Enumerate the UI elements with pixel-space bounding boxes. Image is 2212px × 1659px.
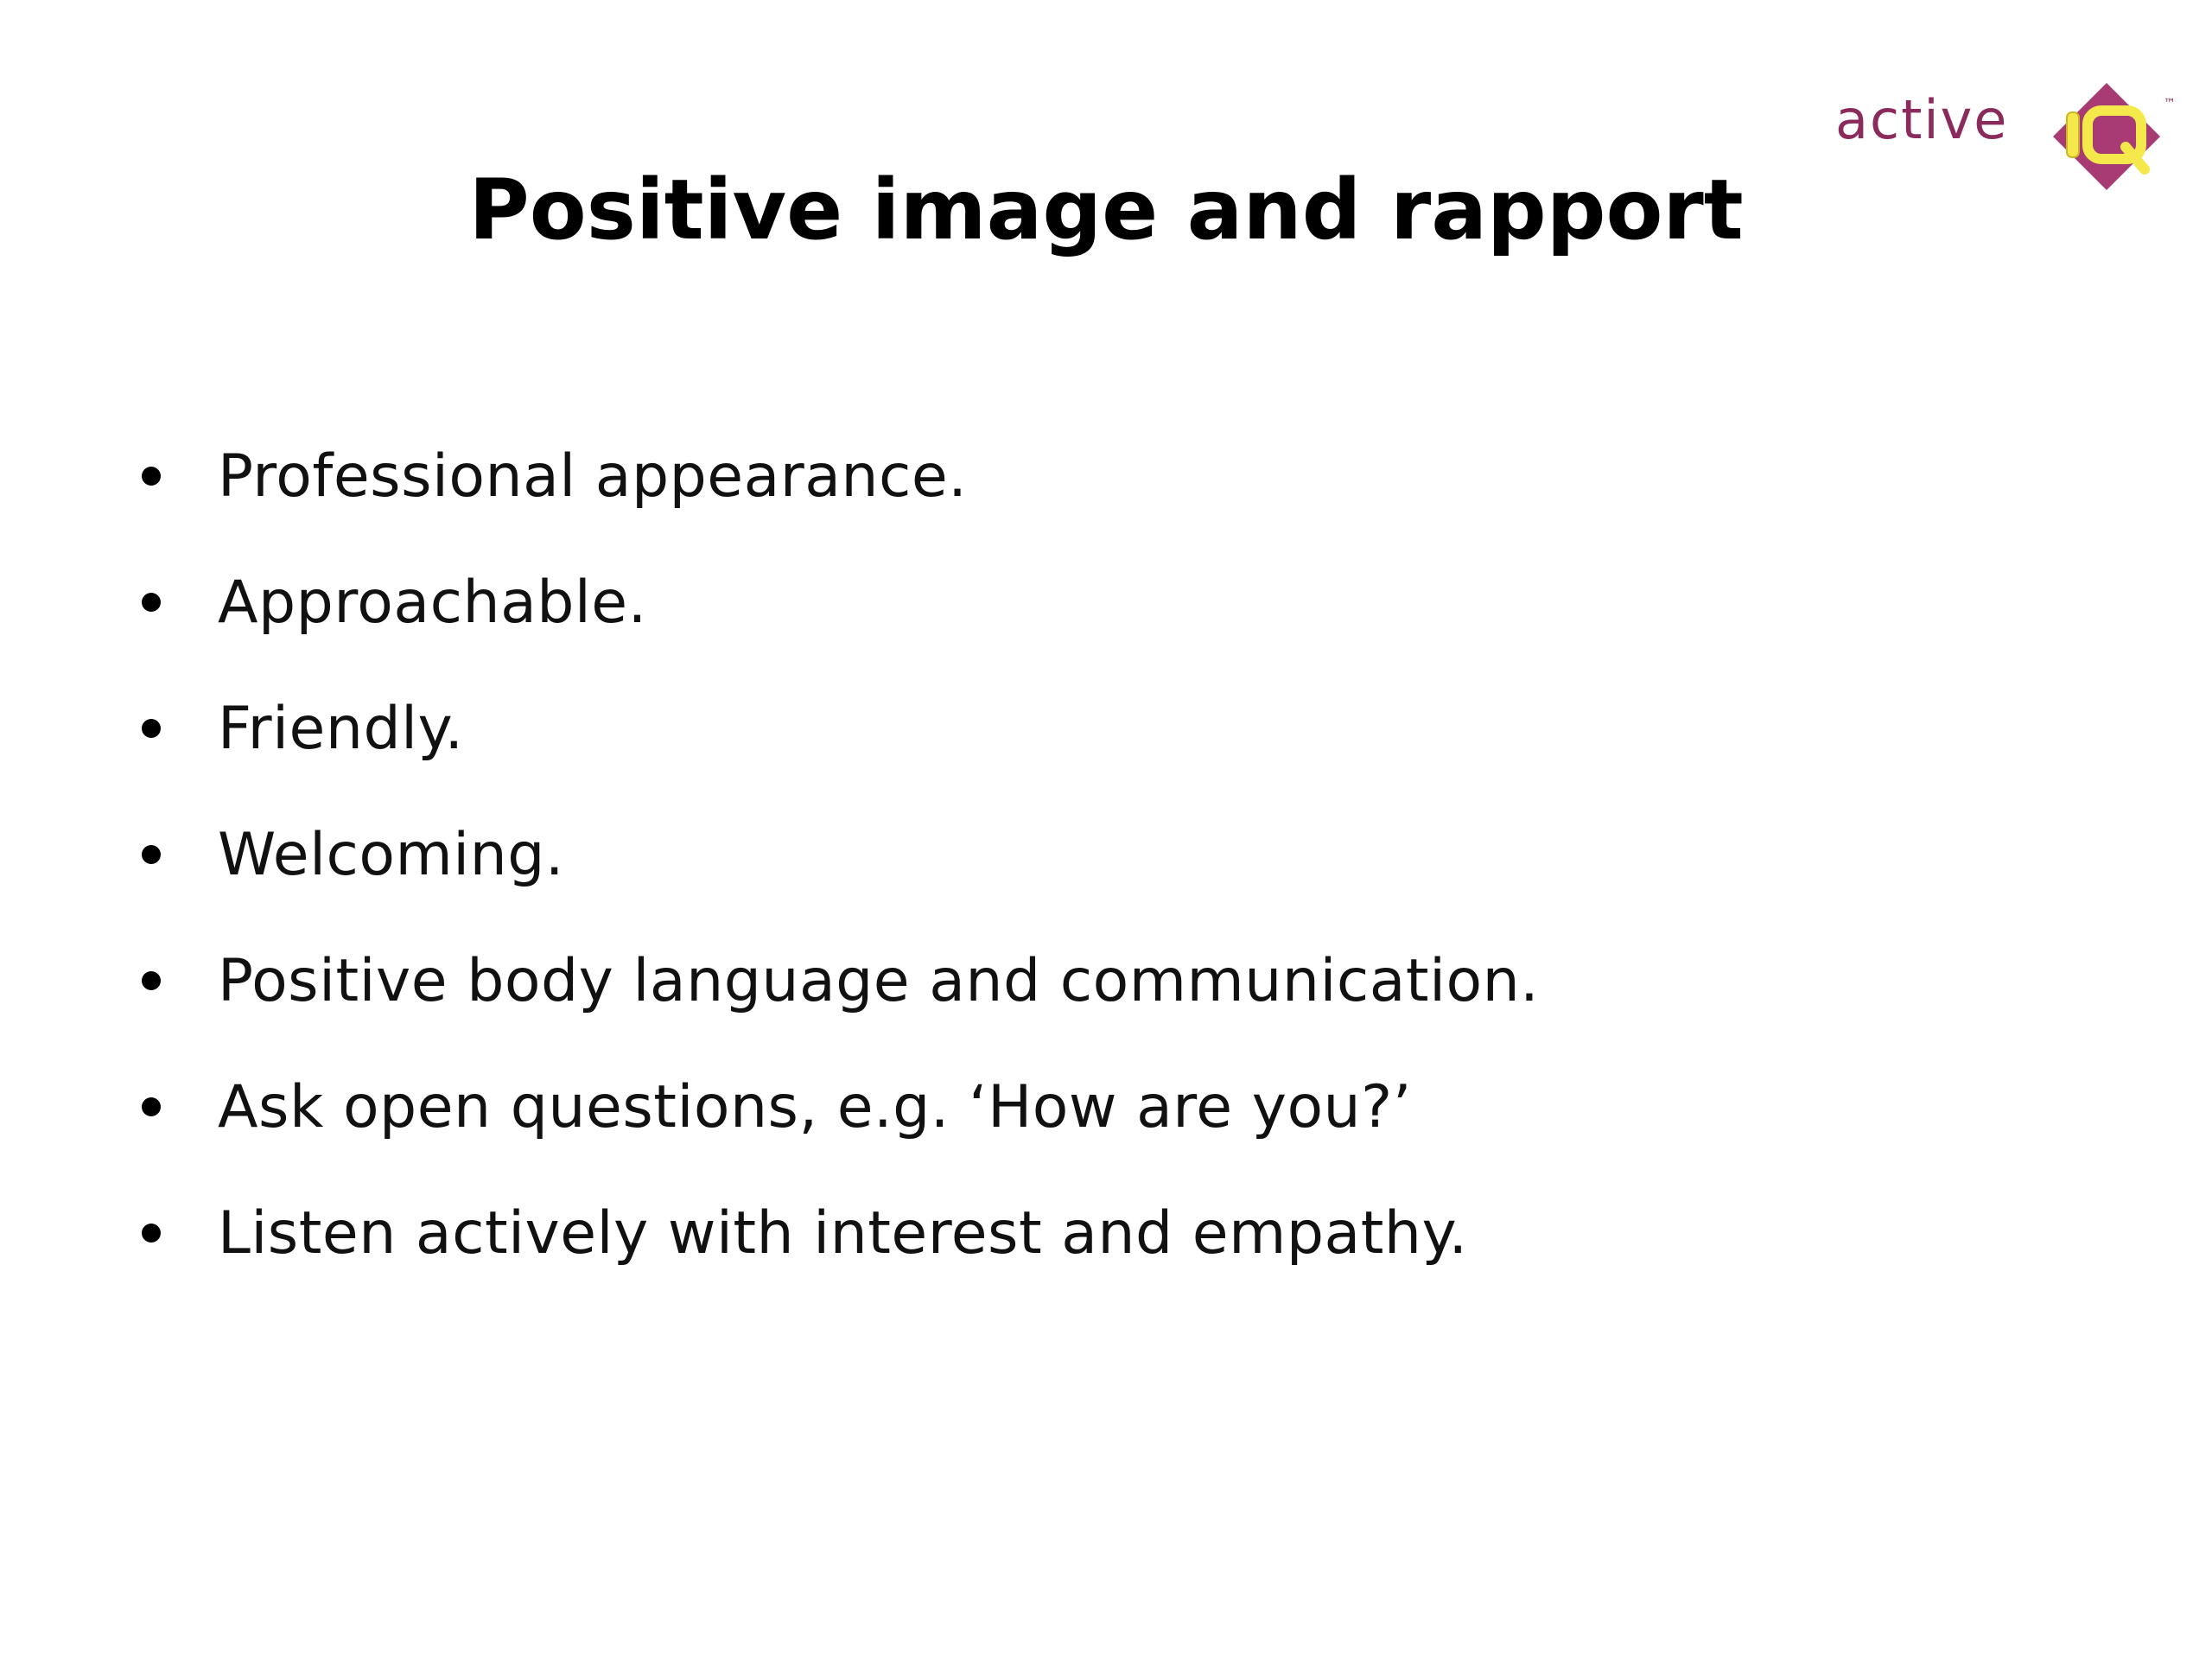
bullet-item [135,918,2036,1044]
bullet-dot-icon [142,971,161,990]
slide-title: Positive image and rapport [468,162,1744,258]
bullet-text: Approachable. [218,568,647,637]
bullet-dot-icon [142,593,161,612]
bullet-text: Friendly. [218,694,464,763]
bullet-dot-icon [142,845,161,864]
bullet-dot-icon [142,1097,161,1116]
bullet-text: Professional appearance. [218,442,968,511]
bullet-text: Ask open questions, e.g. ‘How are you?’ [218,1072,1412,1141]
bullet-dot-icon [142,467,161,486]
bullet-item [135,791,2036,918]
bullet-text: Positive body language and communication. [218,946,1540,1015]
bullet-dot-icon [142,719,161,738]
bullet-text: Welcoming. [218,820,564,889]
bullet-item [135,665,2036,791]
bullet-item [135,1044,2036,1170]
bullet-text: Listen actively with interest and empathy. [218,1198,1468,1268]
bullet-list [135,413,2036,1296]
bullet-item [135,413,2036,539]
logo-wordmark: active [1835,88,2009,151]
logo-trademark: ™ [2164,97,2176,111]
bullet-item [135,1170,2036,1296]
bullet-dot-icon [142,1224,161,1243]
bullet-item [135,539,2036,665]
